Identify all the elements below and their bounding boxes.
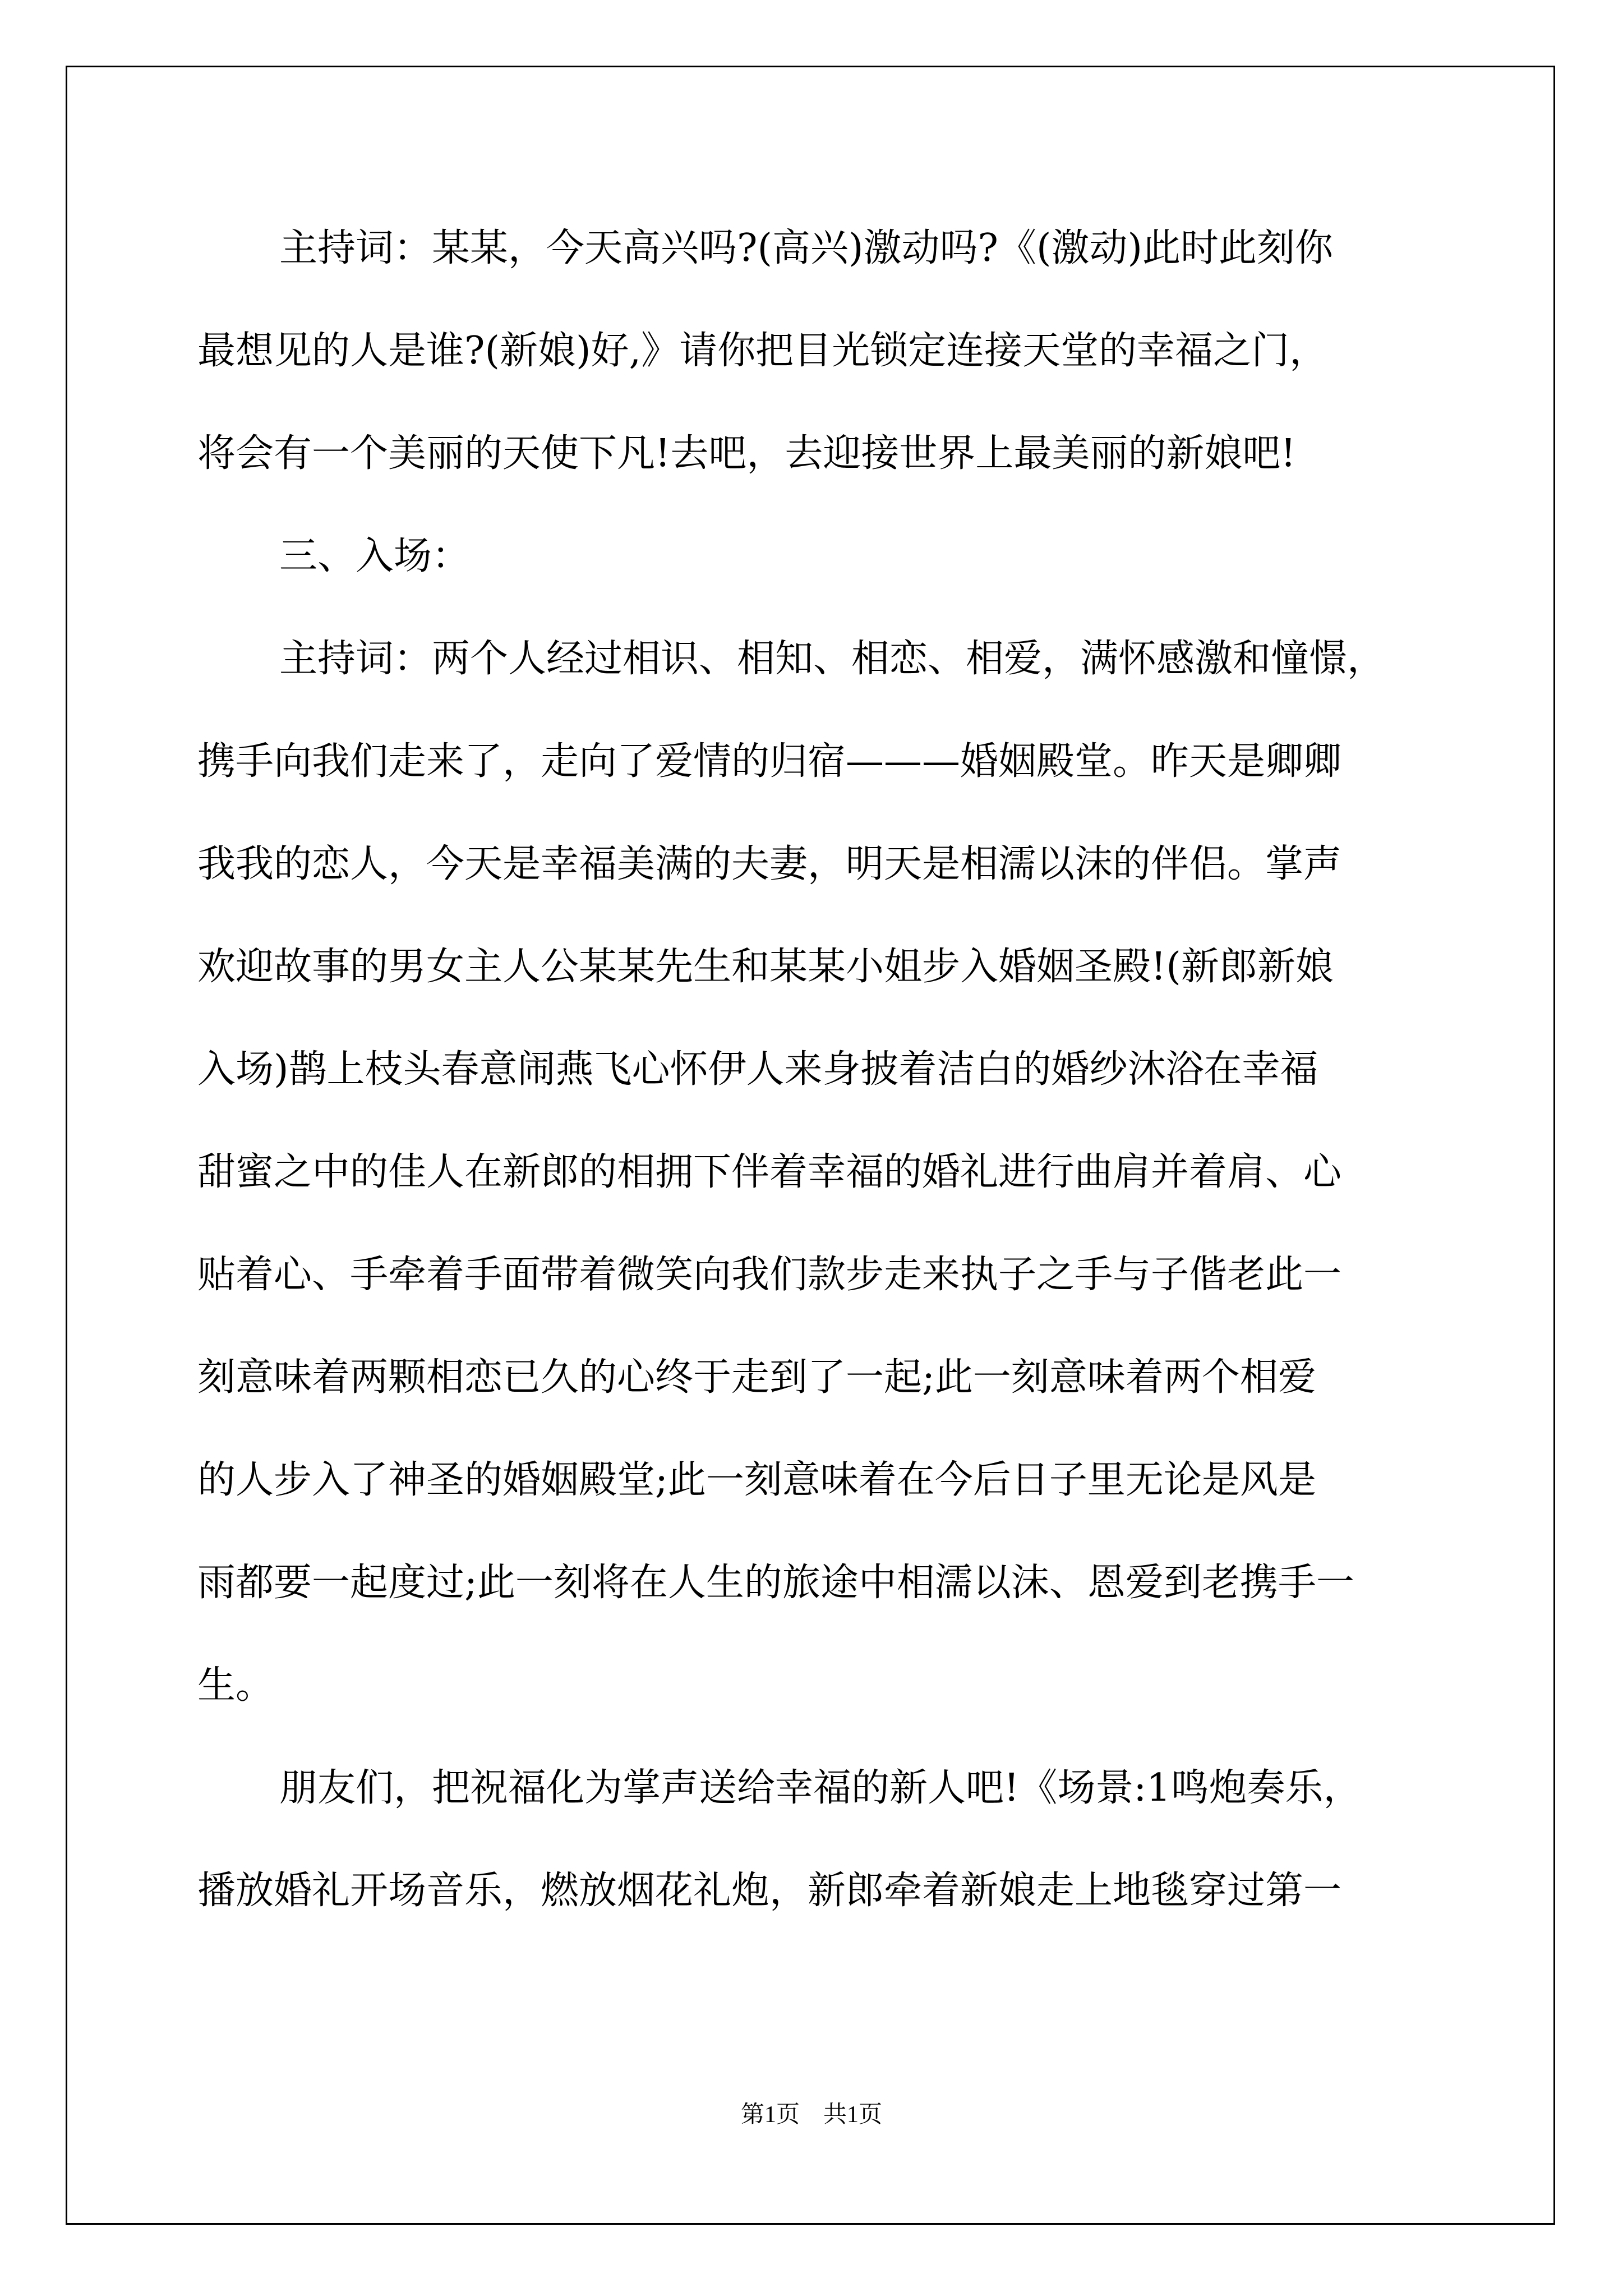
text-line: 贴着心、手牵着手面带着微笑向我们款步走来执子之手与子偕老此一 — [197, 1253, 1342, 1297]
text-line: 甜蜜之中的佳人在新郎的相拥下伴着幸福的婚礼进行曲肩并着肩、心 — [197, 1150, 1342, 1194]
text-line: 刻意味着两颗相恋已久的心终于走到了一起;此一刻意味着两个相爱 — [197, 1355, 1316, 1400]
text-line: 生。 — [197, 1663, 274, 1708]
text-line: 主持词：某某，今天高兴吗?(高兴)激动吗?《(激动)此时此刻你 — [279, 226, 1334, 270]
text-line: 播放婚礼开场音乐，燃放烟花礼炮，新郎牵着新娘走上地毯穿过第一 — [197, 1869, 1342, 1913]
text-line: 欢迎故事的男女主人公某某先生和某某小姐步入婚姻圣殿!(新郎新娘 — [197, 945, 1334, 989]
document-body — [197, 219, 1431, 1964]
section-heading: 三、入场： — [279, 534, 471, 578]
text-line: 将会有一个美丽的天使下凡!去吧，去迎接世界上最美丽的新娘吧! — [197, 431, 1296, 476]
text-line: 主持词：两个人经过相识、相知、相恋、相爱，满怀感激和憧憬， — [279, 637, 1386, 681]
page-footer: 第1页 共1页 — [740, 2102, 882, 2128]
text-line: 我我的恋人，今天是幸福美满的夫妻，明天是相濡以沫的伴侣。掌声 — [197, 842, 1342, 886]
text-line: 朋友们，把祝福化为掌声送给幸福的新人吧!《场景:1鸣炮奏乐， — [279, 1766, 1362, 1810]
text-line: 携手向我们走来了，走向了爱情的归宿———婚姻殿堂。昨天是卿卿 — [197, 739, 1342, 784]
text-line: 入场)鹊上枝头春意闹燕飞心怀伊人来身披着洁白的婚纱沐浴在幸福 — [197, 1047, 1318, 1092]
text-line: 的人步入了神圣的婚姻殿堂;此一刻意味着在今后日子里无论是风是 — [197, 1458, 1316, 1502]
text-line: 雨都要一起度过;此一刻将在人生的旅途中相濡以沫、恩爱到老携手一 — [197, 1561, 1354, 1605]
text-line: 最想见的人是谁?(新娘)好,》请你把目光锁定连接天堂的幸福之门， — [197, 329, 1328, 373]
